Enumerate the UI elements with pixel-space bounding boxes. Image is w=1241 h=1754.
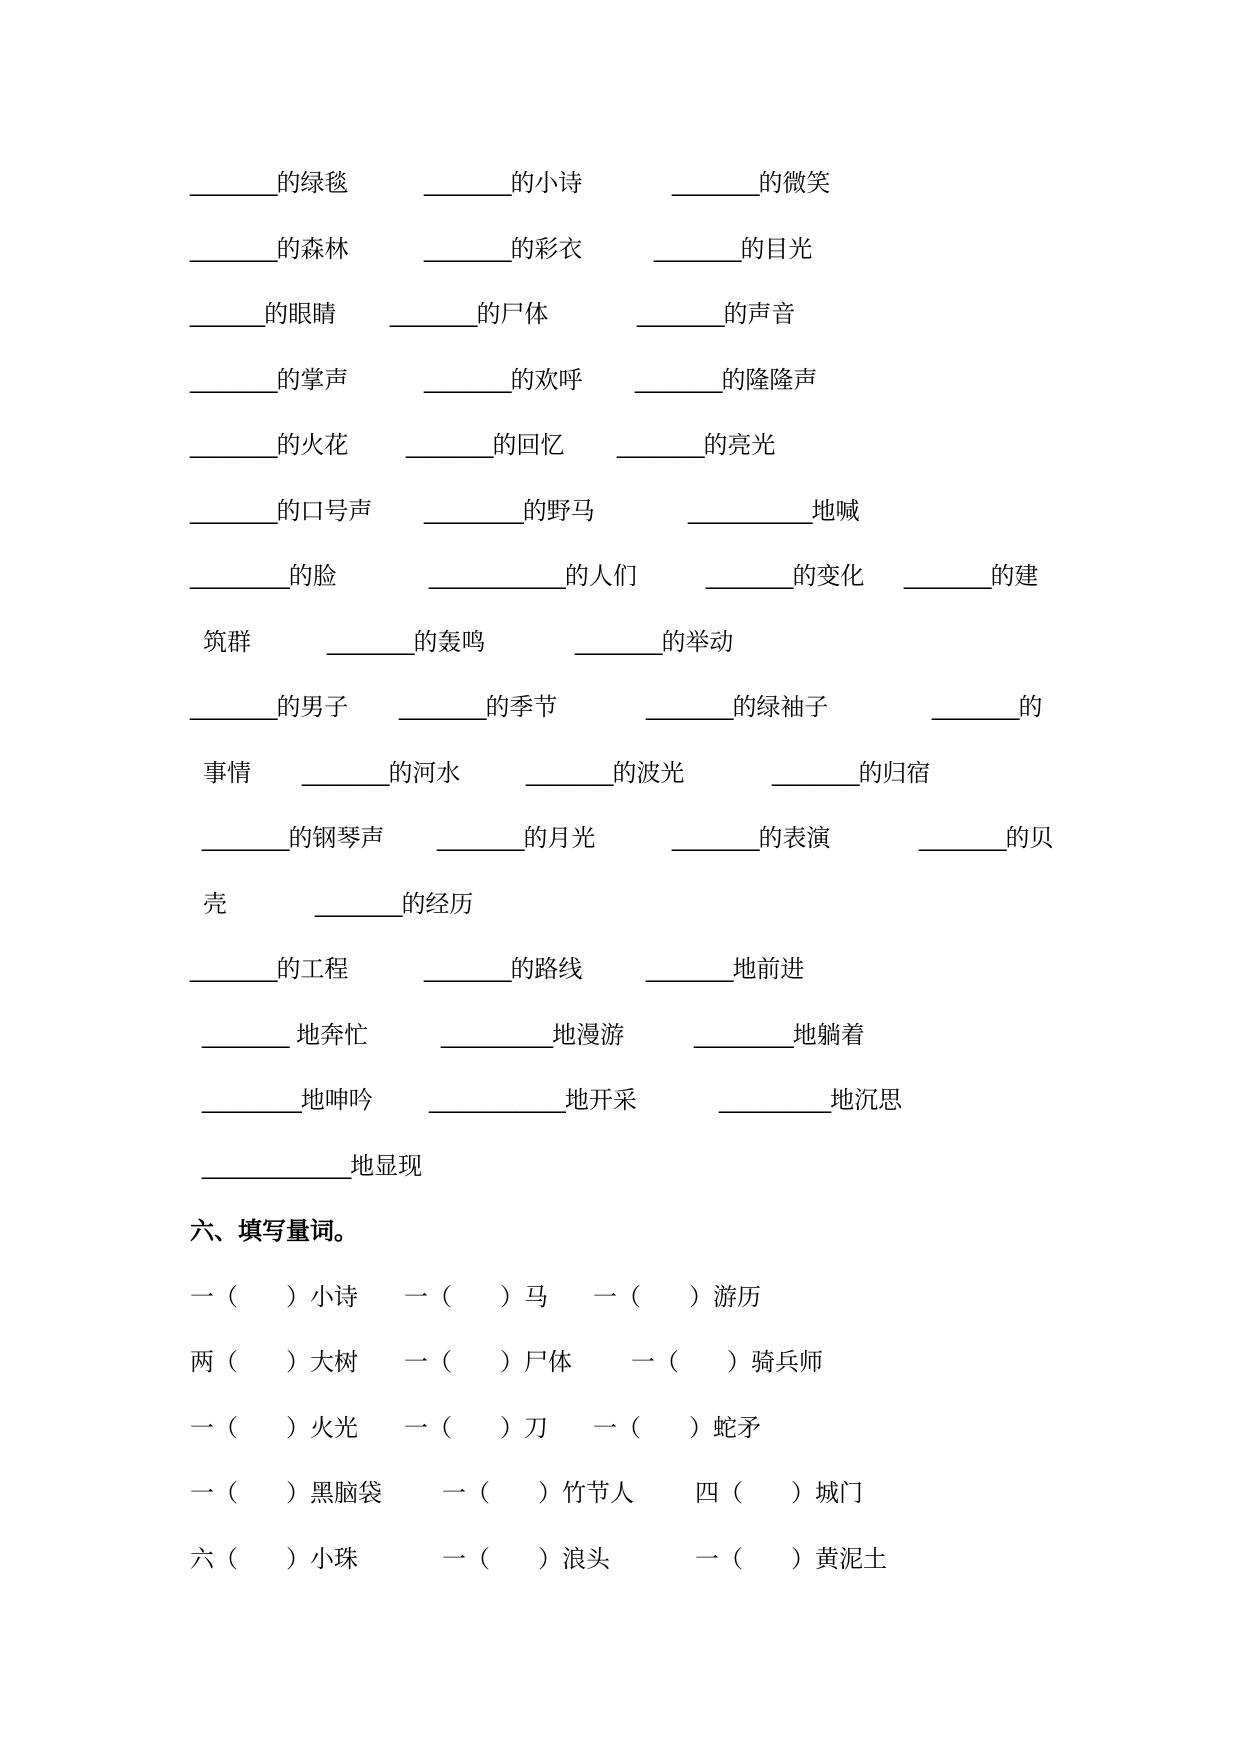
answer-blank[interactable]: _______ [672,170,759,197]
phrase-text: 的欢呼 [510,365,583,394]
answer-blank[interactable]: _______ [646,694,733,721]
fill-blank-item [302,758,460,789]
phrase-text: 的表演 [758,824,831,852]
answer-blank[interactable]: ________ [190,563,289,590]
measure-word-item[interactable]: 两（ ）大树 [190,1348,358,1376]
answer-blank[interactable]: _______ [406,432,493,459]
measure-word-item[interactable]: 一（ ）马 [404,1282,548,1311]
fill-blank-item [390,299,548,330]
answer-blank[interactable]: ______ [190,301,265,328]
answer-blank[interactable]: _______ [190,432,277,459]
fill-blank-item [772,758,930,789]
measure-word-item[interactable]: 一（ ）浪头 [442,1544,610,1573]
answer-blank[interactable]: _______ [635,366,722,394]
fill-blank-item [399,692,557,723]
fill-blank-item [203,627,251,657]
fill-blank-item [719,1085,902,1116]
answer-blank[interactable]: _______ [315,890,402,918]
fill-blank-item [688,496,859,527]
measure-word-item[interactable]: 四（ ）城门 [695,1479,863,1507]
answer-blank[interactable]: _______ [772,759,859,787]
answer-blank[interactable]: _______ [202,1021,289,1049]
fill-blank-item [424,365,582,396]
measure-word-item[interactable]: 一（ ）游历 [593,1282,761,1311]
answer-blank[interactable]: _______ [190,694,277,721]
phrase-text: 的隆隆声 [721,365,818,394]
fill-blank-item [203,758,251,788]
answer-blank[interactable]: _______ [390,301,477,328]
fill-blank-item [646,692,828,723]
answer-blank[interactable]: _______ [672,825,759,852]
phrase-text: 的掌声 [276,365,349,394]
answer-blank[interactable]: _______ [575,628,662,656]
phrase-text: 地喊 [811,496,860,525]
phrase-text: 的 [1018,693,1043,721]
answer-blank[interactable]: _______ [202,825,289,852]
phrase-text: 事情 [203,758,251,787]
phrase-text: 地显现 [350,1151,423,1180]
measure-word-item[interactable]: 一（ ）蛇矛 [593,1413,761,1442]
phrase-text: 的轰鸣 [413,627,486,656]
phrase-text: 地开采 [564,1086,637,1114]
measure-word-item[interactable]: 一（ ）黄泥土 [695,1544,887,1573]
answer-blank[interactable]: ________ [202,1087,301,1114]
measure-word-item[interactable]: 六（ ）小珠 [190,1544,358,1573]
answer-blank[interactable]: _______ [190,170,277,197]
fill-blank-item [904,561,1038,592]
answer-blank[interactable]: _________ [719,1087,831,1114]
fill-blank-item [190,299,336,330]
answer-blank[interactable]: _______ [654,235,741,263]
answer-blank[interactable]: ________ [424,497,523,525]
phrase-text: 的工程 [276,955,349,983]
phrase-text: 的月光 [523,824,596,852]
phrase-text: 地沉思 [830,1086,903,1114]
answer-blank[interactable]: ________ [694,1021,793,1049]
fill-blank-item [672,823,830,854]
phrase-text: 的男子 [276,693,349,721]
fill-blank-item [637,299,795,330]
answer-blank[interactable]: _______ [424,235,511,263]
phrase-text: 的绿袖子 [732,693,829,721]
phrase-text: 筑群 [203,627,251,656]
phrase-text: 的波光 [612,758,685,787]
fill-blank-item [919,823,1053,854]
fill-blank-item [429,1085,637,1116]
fill-blank-item [424,234,582,265]
phrase-text: 的绿毯 [276,169,349,197]
fill-blank-item [327,627,485,658]
fill-blank-item [635,365,817,396]
answer-blank[interactable]: _______ [190,366,277,394]
fill-blank-item [706,561,864,592]
phrase-text: 的经历 [401,889,474,918]
phrase-text: 的河水 [388,758,461,787]
phrase-text: 的野马 [522,496,595,525]
phrase-text: 的归宿 [858,758,931,787]
fill-blank-item [406,430,564,461]
phrase-text: 的变化 [792,562,865,590]
phrase-text: 地前进 [732,955,805,983]
phrase-text: 的彩衣 [510,234,583,263]
phrase-text: 的建 [990,562,1039,590]
phrase-text: 的小诗 [510,169,583,197]
fill-blank-item [646,954,804,985]
phrase-text: 的回忆 [492,431,565,459]
fill-blank-item [190,430,348,461]
measure-word-item[interactable]: 一（ ）竹节人 [442,1479,634,1507]
phrase-text: 的贝 [1005,824,1054,852]
answer-blank[interactable]: _______ [637,301,724,328]
phrase-text: 的路线 [510,955,583,983]
phrase-text: 地躺着 [792,1020,865,1049]
measure-word-item[interactable]: 一（ ）尸体 [404,1348,572,1376]
fill-blank-item [424,496,595,527]
phrase-text: 的人们 [564,562,637,590]
phrase-text: 壳 [203,889,227,918]
answer-blank[interactable]: ___________ [429,1087,565,1114]
phrase-text: 地奔忙 [288,1020,369,1049]
fill-blank-item [202,1020,368,1051]
answer-blank[interactable]: _______ [190,956,277,983]
phrase-text: 的声音 [723,300,796,328]
fill-blank-item [617,430,775,461]
fill-blank-item [190,496,372,527]
fill-blank-item [672,168,830,199]
fill-blank-item [654,234,812,265]
answer-blank[interactable]: _______ [919,825,1006,852]
phrase-text: 的脸 [288,562,337,590]
measure-word-item[interactable]: 一（ ）骑兵师 [631,1348,823,1376]
phrase-text: 的口号声 [276,496,373,525]
fill-blank-item [424,168,582,199]
answer-blank[interactable]: _______ [424,366,511,394]
phrase-text: 的钢琴声 [288,824,385,852]
fill-blank-item [190,692,348,723]
answer-blank[interactable]: _______ [526,759,613,787]
fill-blank-item [575,627,733,658]
measure-word-item[interactable]: 一（ ）黑脑袋 [190,1479,382,1507]
answer-blank[interactable]: _______ [399,694,486,721]
fill-blank-item [202,823,384,854]
phrase-text: 的微笑 [758,169,831,197]
answer-blank[interactable]: _______ [932,694,1019,721]
measure-word-item[interactable]: 一（ ）火光 [190,1413,358,1442]
fill-blank-item [190,168,348,199]
answer-blank[interactable]: __________ [688,497,812,525]
fill-blank-item [694,1020,865,1051]
answer-blank[interactable]: _______ [617,432,704,459]
fill-blank-item [190,365,348,396]
fill-blank-item [190,234,348,265]
answer-blank[interactable]: _______ [424,170,511,197]
fill-blank-item [932,692,1042,723]
phrase-text: 地呻吟 [300,1086,373,1114]
phrase-text: 的目光 [740,234,813,263]
fill-blank-item [429,561,637,592]
phrase-text: 的森林 [276,234,349,263]
phrase-text: 的眼睛 [264,300,337,328]
fill-blank-item [441,1020,624,1051]
fill-blank-item [526,758,684,789]
phrase-text: 的尸体 [476,300,549,328]
measure-word-item[interactable]: 一（ ）小诗 [190,1282,358,1311]
answer-blank[interactable]: _________ [441,1021,553,1049]
phrase-text: 地漫游 [552,1020,625,1049]
answer-blank[interactable]: _______ [904,563,991,590]
fill-blank-item [315,889,473,920]
answer-blank[interactable]: ____________ [202,1152,351,1180]
fill-blank-item [437,823,595,854]
phrase-text: 的亮光 [703,431,776,459]
fill-blank-item [190,954,348,985]
fill-blank-item [202,1151,422,1182]
answer-blank[interactable]: ___________ [429,563,565,590]
answer-blank[interactable]: _______ [327,628,414,656]
section-heading: 六、填写量词。 [190,1217,358,1245]
answer-blank[interactable]: _______ [190,235,277,263]
fill-blank-item [203,889,227,919]
answer-blank[interactable]: _______ [437,825,524,852]
answer-blank[interactable]: _______ [190,497,277,525]
fill-blank-item [190,561,337,592]
answer-blank[interactable]: _______ [424,956,511,983]
answer-blank[interactable]: _______ [646,956,733,983]
measure-word-item[interactable]: 一（ ）刀 [404,1413,548,1442]
phrase-text: 的火花 [276,431,349,459]
answer-blank[interactable]: _______ [302,759,389,787]
answer-blank[interactable]: _______ [706,563,793,590]
phrase-text: 的季节 [485,693,558,721]
phrase-text: 的举动 [661,627,734,656]
fill-blank-item [424,954,582,985]
fill-blank-item [202,1085,373,1116]
